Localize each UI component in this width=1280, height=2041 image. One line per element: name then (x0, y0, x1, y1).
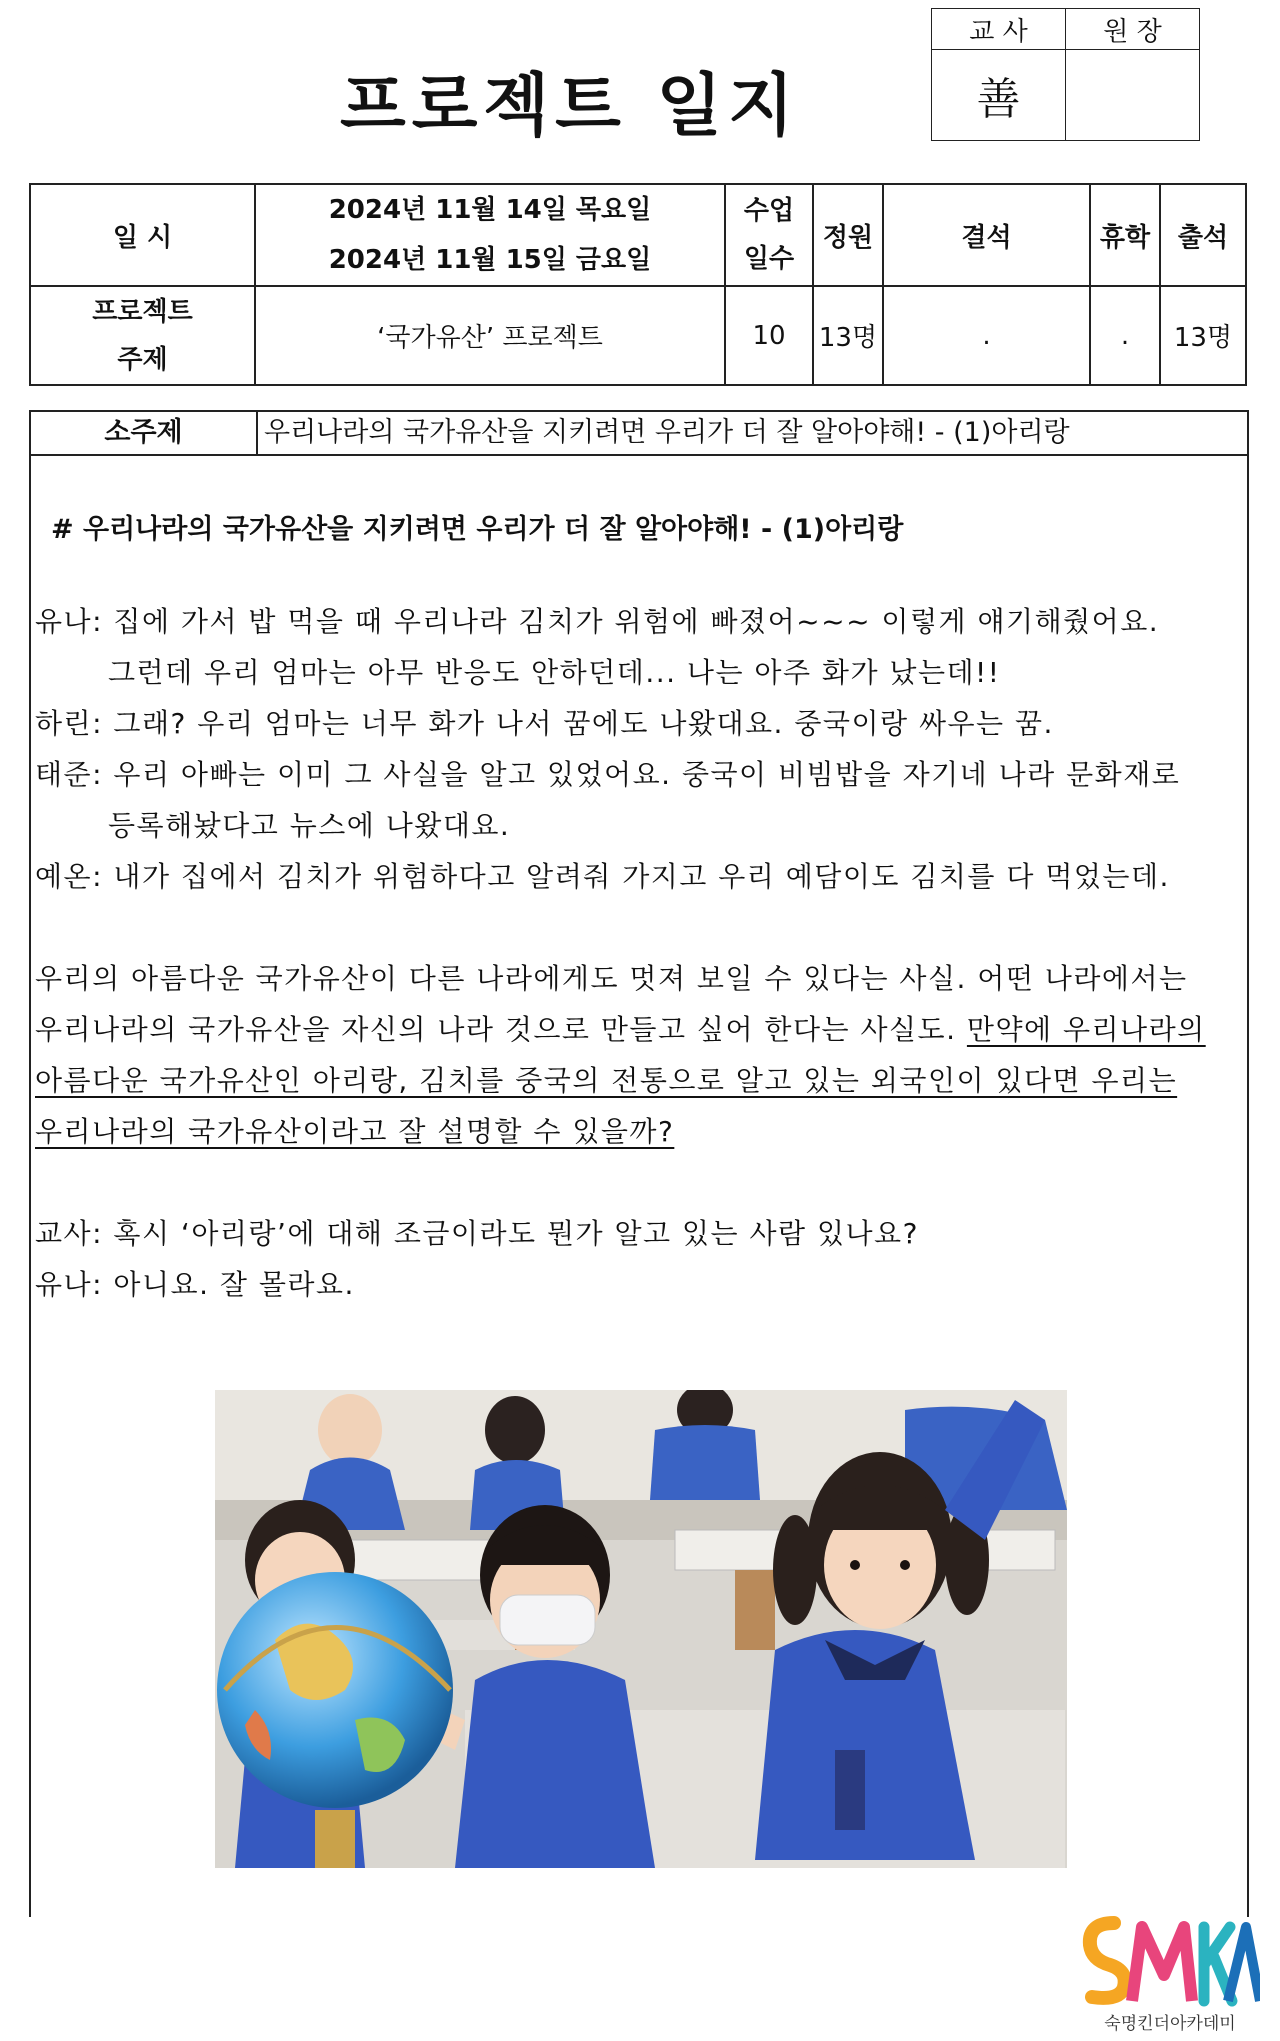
teacher-question: 교사: 혹시 ‘아리랑’에 대해 조금이라도 뭔가 알고 있는 사람 있나요? (35, 1217, 919, 1250)
info-table (29, 183, 1247, 386)
capacity-label: 정원 (813, 184, 883, 286)
logo-caption: 숙명킨더아카데미 (1104, 2014, 1236, 2034)
paragraph-line-2-plain: 우리나라의 국가유산을 자신의 나라 것으로 만들고 싶어 한다는 사실도. (35, 1013, 967, 1046)
date-cell (255, 184, 725, 286)
classroom-photo-illustration (215, 1390, 1067, 1868)
classroom-photo (215, 1390, 1067, 1868)
leave-label: 휴학 (1090, 184, 1160, 286)
subtopic-value: 우리나라의 국가유산을 지키려면 우리가 더 잘 알아야해! - (1)아리랑 (264, 417, 1070, 448)
attend-label: 출석 (1160, 184, 1246, 286)
leave-value: . (1090, 286, 1160, 385)
date-label: 일 시 (30, 184, 255, 286)
date-line-2: 2024년 11월 15일 금요일 (328, 245, 652, 275)
section-heading: # 우리나라의 국가유산을 지키려면 우리가 더 잘 알아야해! - (1)아리랑 (51, 514, 904, 545)
dialogue-yuna-cont: 그런데 우리 엄마는 아무 반응도 안하던데... 나는 아주 화가 났는데!! (108, 656, 1001, 689)
topic-label (30, 286, 255, 385)
capacity-value: 13명 (813, 286, 883, 385)
teacher-label: 교 사 (932, 9, 1066, 50)
days-label-line-2: 일수 (743, 244, 795, 274)
days-label-line-1: 수업 (743, 196, 795, 226)
journal-body (29, 410, 1249, 1917)
paragraph-line-4: 우리나라의 국가유산이라고 잘 설명할 수 있을까? (35, 1115, 675, 1148)
paragraph-line-2-underlined: 만약에 우리나라의 (966, 1013, 1206, 1046)
approval-box (931, 8, 1200, 141)
absent-label: 결석 (883, 184, 1090, 286)
subtopic-label: 소주제 (31, 412, 258, 454)
topic-label-line-2: 주제 (117, 344, 168, 375)
dialogue-harin: 하린: 그래? 우리 엄마는 너무 화가 나서 꿈에도 나왔대요. 중국이랑 싸우는 꿈. (35, 707, 1054, 740)
subtopic-row (31, 412, 1247, 456)
absent-value: . (883, 286, 1090, 385)
director-label: 원 장 (1066, 9, 1200, 50)
smka-logo (1080, 1905, 1260, 2035)
date-line-1: 2024년 11월 14일 목요일 (328, 195, 652, 225)
topic-value: ‘국가유산’ 프로젝트 (255, 286, 725, 385)
dialogue-taejun-cont: 등록해놨다고 뉴스에 나왔대요. (108, 809, 511, 842)
days-value: 10 (725, 286, 813, 385)
director-signature (1066, 50, 1200, 141)
dialogue-yeon: 예온: 내가 집에서 김치가 위험하다고 알려줘 가지고 우리 예담이도 김치를 다 먹었는데. (35, 860, 1170, 893)
topic-label-line-1: 프로젝트 (92, 296, 193, 327)
days-label (725, 184, 813, 286)
dialogue-yuna: 유나: 집에 가서 밥 먹을 때 우리나라 김치가 위험에 빠졌어~~~ 이렇게 얘기해줬어요. (35, 605, 1160, 638)
paragraph-line-3: 아름다운 국가유산인 아리랑, 김치를 중국의 전통으로 알고 있는 외국인이 있다면 우리는 (35, 1064, 1178, 1097)
smka-logo-mark (1080, 1905, 1260, 2035)
attend-value: 13명 (1160, 286, 1246, 385)
dialogue-taejun: 태준: 우리 아빠는 이미 그 사실을 알고 있었어요. 중국이 비빔밥을 자기네 나라 문화재로 (35, 758, 1181, 791)
teacher-signature: 善 (932, 50, 1066, 141)
paragraph-line-1: 우리의 아름다운 국가유산이 다른 나라에게도 멋져 보일 수 있다는 사실. 어떤 나라에서는 (35, 962, 1188, 995)
page-title: 프로젝트 일지 (340, 67, 800, 146)
yuna-answer: 유나: 아니요. 잘 몰라요. (35, 1268, 355, 1301)
paragraph-line-2 (35, 1004, 1206, 1055)
